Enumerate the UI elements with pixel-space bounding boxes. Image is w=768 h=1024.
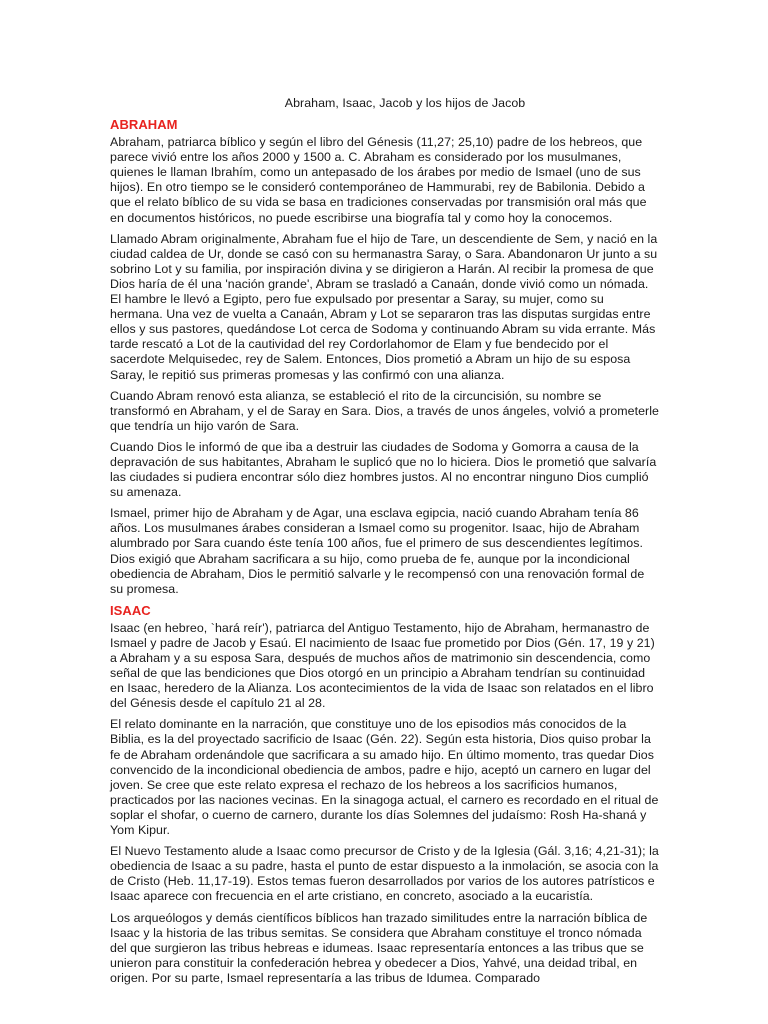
section-heading-abraham: ABRAHAM [110, 117, 178, 133]
paragraph: Cuando Dios le informó de que iba a destruir las ciudades de Sodoma y Gomorra a causa de la depravación de sus habitantes, Abraham le suplicó que no lo hiciera. Dios le prometió que salvaría las ciudades si pudiera encontrar sólo diez hombres justos. Al no encontrar ninguno Dios cumplió su amenaza. [110, 439, 657, 500]
paragraph: Abraham, patriarca bíblico y según el libro del Génesis (11,27; 25,10) padre de los hebreos, que parece vivió entre los años 2000 y 1500 a. C. Abraham es considerado por los musulmanes, quienes le llaman Ibrahím, como un antepasado de los árabes por medio de Ismael (uno de sus hijos). En otro tiempo se le consideró contemporáneo de Hammurabi, rey de Babilonia. Debido a que el relato bíblico de su vida se basa en tradiciones conservadas por transmisión oral más que en documentos históricos, no puede escribirse una biografía tal y como hoy la conocemos. [110, 135, 647, 225]
paragraph: Llamado Abram originalmente, Abraham fue el hijo de Tare, un descendiente de Sem, y nació en la ciudad caldea de Ur, donde se casó con su hermanastra Saray, o Sara. Abandonaron Ur junto a su sobrino Lot y su familia, por inspiración divina y se dirigieron a Harán. Al recibir la promesa de que Dios haría de él una 'nación grande', Abram se trasladó a Canaán, donde vivió como un nómada. El hambre le llevó a Egipto, pero fue expulsado por presentar a Saray, su mujer, como su hermana. Una vez de vuelta a Canaán, Abram y Lot se separaron tras las disputas surgidas entre ellos y sus pastores, quedándose Lot cerca de Sodoma y continuando Abram su vida errante. Más tarde rescató a Lot de la cautividad del rey Cordorlahomor de Elam y fue bendecido por el sacerdote Melquisedec, rey de Salem. Entonces, Dios prometió a Abram un hijo de su esposa Saray, le repitió sus primeras promesas y las confirmó con una alianza. [110, 231, 658, 382]
paragraph: Los arqueólogos y demás científicos bíblicos han trazado similitudes entre la narración bíblica de Isaac y la historia de las tribus semitas. Se considera que Abraham constituye el tronco nómada del que surgieron las tribus hebreas e idumeas. Isaac representaría entonces a las tribus que se unieron para constituir la confederación hebrea y obedecer a Dios, Yahvé, una deidad tribal, en origen. Por su parte, Ismael representaría a las tribus de Idumea. Comparado [110, 910, 648, 985]
document-title: Abraham, Isaac, Jacob y los hijos de Jacob [284, 96, 526, 110]
paragraph: El relato dominante en la narración, que constituye uno de los episodios más conocidos de la Biblia, es la del proyectado sacrificio de Isaac (Gén. 22). Según esta historia, Dios quiso probar la fe de Abraham ordenándole que sacrificara a su amado hijo. En último momento, tras quedar Dios convencido de la incondicional obediencia de ambos, padre e hijo, aceptó un carnero en lugar del joven. Se cree que este relato expresa el rechazo de los hebreos a los sacrificios humanos, practicados por las naciones vecinas. En la sinagoga actual, el carnero es recordado en el ritual de soplar el shofar, o cuerno de carnero, durante los días Solemnes del judaísmo: Rosh Ha-shaná y Yom Kipur. [110, 717, 659, 838]
document-page [110, 96, 660, 992]
paragraph: Isaac (en hebreo, `hará reír'), patriarca del Antiguo Testamento, hijo de Abraham, hermanastro de Ismael y padre de Jacob y Esaú. El nacimiento de Isaac fue prometido por Dios (Gén. 17, 19 y 21) a Abraham y a su esposa Sara, después de muchos años de matrimonio sin descendencia, como señal de que las bendiciones que Dios otorgó en un principio a Abraham tendrían su continuidad en Isaac, heredero de la Alianza. Los acontecimientos de la vida de Isaac son relatados en el libro del Génesis desde el capítulo 21 al 28. [110, 620, 655, 711]
section-isaac [110, 603, 660, 986]
paragraph: Ismael, primer hijo de Abraham y de Agar, una esclava egipcia, nació cuando Abraham tenía 86 años. Los musulmanes árabes consideran a Ismael como su progenitor. Isaac, hijo de Abraham alumbrado por Sara cuando éste tenía 100 años, fue el primero de sus descendientes legítimos. Dios exigió que Abraham sacrificara a su hijo, como prueba de fe, aunque por la incondicional obediencia de Abraham, Dios le permitió salvarle y le recompensó con una renovación formal de su promesa. [110, 506, 645, 596]
paragraph: El Nuevo Testamento alude a Isaac como precursor de Cristo y de la Iglesia (Gál. 3,16; 4,21-31); la obediencia de Isaac a su padre, hasta el punto de estar dispuesto a la inmolación, se asocia con la de Cristo (Heb. 11,17-19). Estos temas fueron desarrollados por varios de los autores patrísticos e Isaac aparece con frecuencia en el arte cristiano, en concreto, asociado a la eucaristía. [110, 844, 659, 904]
section-abraham [110, 117, 660, 597]
paragraph: Cuando Abram renovó esta alianza, se estableció el rito de la circuncisión, su nombre se transformó en Abraham, y el de Saray en Sara. Dios, a través de unos ángeles, volvió a prometerle que tendría un hijo varón de Sara. [110, 388, 659, 433]
section-heading-isaac: ISAAC [110, 602, 151, 618]
